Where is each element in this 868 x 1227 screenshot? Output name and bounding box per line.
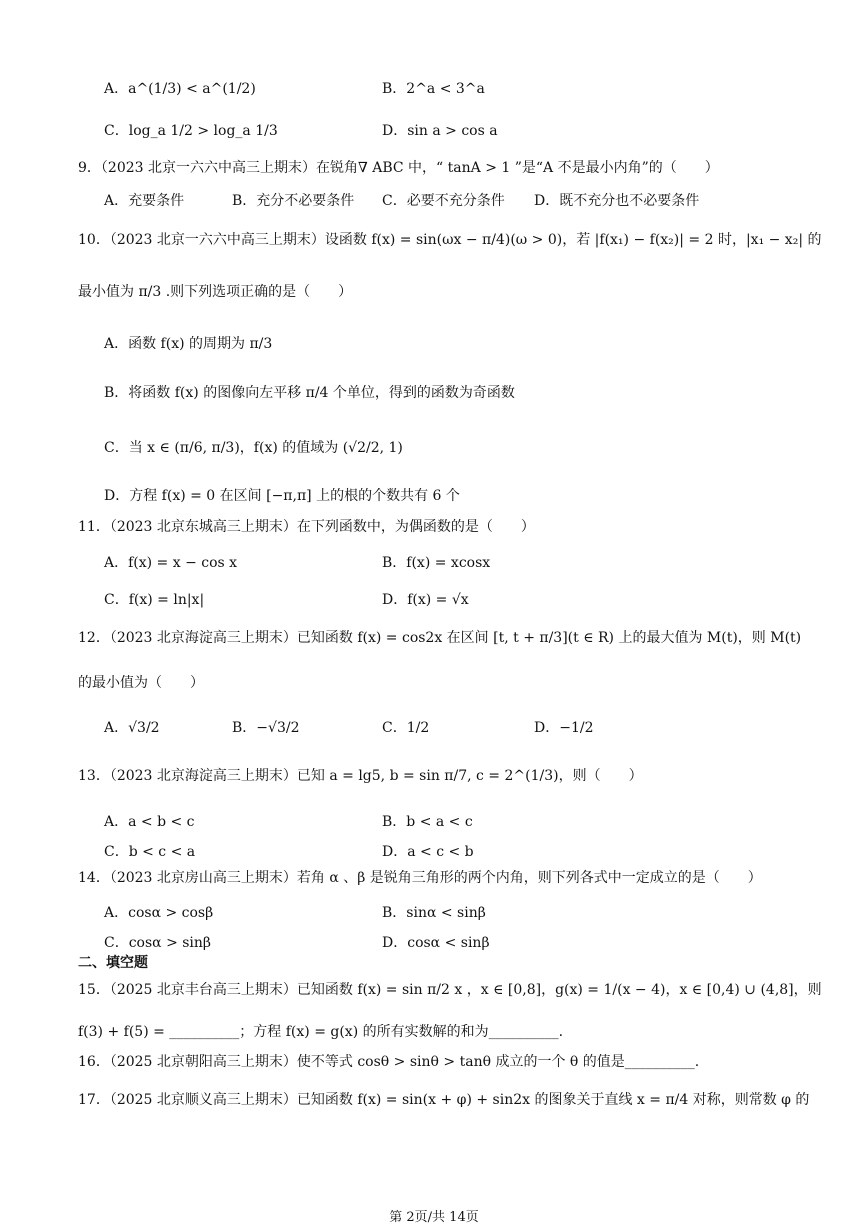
page-footer: 第 2页/共 14页	[389, 1210, 479, 1225]
q11-option-a: A．f(x) = x − cos x	[104, 555, 238, 571]
q13-option-d: D．a < c < b	[382, 844, 474, 860]
q10-stem-line1: 10．（2023 北京一六六中高三上期末）设函数 f(x) = sin(ωx − π/4)(ω > 0)，若 |f(x₁) − f(x₂)| = 2 时，|x₁ − x₂| 的	[78, 232, 822, 248]
q10-option-c: C．当 x ∈ (π/6, π/3)，f(x) 的值域为 (√2/2, 1)	[104, 440, 403, 456]
q9-option-d: D．既不充分也不必要条件	[534, 193, 700, 209]
q9-option-a: A．充要条件	[104, 193, 185, 209]
q11-stem: 11．（2023 北京东城高三上期末）在下列函数中，为偶函数的是（ ）	[78, 519, 535, 535]
q14-option-c: C．cosα > sinβ	[104, 935, 212, 951]
q12-stem-line1: 12．（2023 北京海淀高三上期末）已知函数 f(x) = cos2x 在区间 [t, t + π/3](t ∈ R) 上的最大值为 M(t)，则 M(t)	[78, 630, 802, 646]
q17-stem: 17．（2025 北京顺义高三上期末）已知函数 f(x) = sin(x + φ) + sin2x 的图象关于直线 x = π/4 对称，则常数 φ 的	[78, 1092, 810, 1108]
q11-option-b: B．f(x) = xcosx	[382, 555, 491, 571]
q16-stem: 16．（2025 北京朝阳高三上期末）使不等式 cosθ > sinθ > tanθ 成立的一个 θ 的值是__________.	[78, 1054, 700, 1070]
q8-option-b: B．2^a < 3^a	[382, 81, 485, 97]
q10-option-b: B．将函数 f(x) 的图像向左平移 π/4 个单位，得到的函数为奇函数	[104, 385, 515, 401]
section-heading-fill-in: 二、填空题	[78, 955, 148, 971]
q11-option-c: C．f(x) = ln|x|	[104, 592, 205, 608]
q14-option-d: D．cosα < sinβ	[382, 935, 490, 951]
q8-option-a: A．a^(1/3) < a^(1/2)	[104, 81, 256, 97]
q9-option-b: B．充分不必要条件	[232, 193, 355, 209]
q11-option-d: D．f(x) = √x	[382, 592, 469, 608]
q12-option-d: D．−1/2	[534, 720, 594, 736]
q14-stem: 14．（2023 北京房山高三上期末）若角 α 、β 是锐角三角形的两个内角，则下列各式中一定成立的是（ ）	[78, 870, 762, 886]
q13-option-a: A．a < b < c	[104, 814, 195, 830]
q12-option-b: B．−√3/2	[232, 720, 300, 736]
q10-option-d: D．方程 f(x) = 0 在区间 [−π,π] 上的根的个数共有 6 个	[104, 488, 460, 504]
q9-option-c: C．必要不充分条件	[382, 193, 505, 209]
q13-option-c: C．b < c < a	[104, 844, 196, 860]
q15-stem-line1: 15．（2025 北京丰台高三上期末）已知函数 f(x) = sin π/2 x ，x ∈ [0,8]，g(x) = 1/(x − 4)，x ∈ [0,4) ∪ (4,8]，则	[78, 982, 822, 998]
q10-stem-line2: 最小值为 π/3 .则下列选项正确的是（ ）	[78, 284, 353, 300]
q8-option-c: C．log_a 1/2 > log_a 1/3	[104, 123, 278, 139]
q10-option-a: A．函数 f(x) 的周期为 π/3	[104, 336, 273, 352]
q13-option-b: B．b < a < c	[382, 814, 473, 830]
q14-option-b: B．sinα < sinβ	[382, 905, 486, 921]
q12-option-c: C．1/2	[382, 720, 430, 736]
q13-stem: 13．（2023 北京海淀高三上期末）已知 a = lg5, b = sin π/7, c = 2^(1/3)，则（ ）	[78, 768, 643, 784]
q14-option-a: A．cosα > cosβ	[104, 905, 214, 921]
q12-option-a: A．√3/2	[104, 720, 160, 736]
q9-stem: 9．（2023 北京一六六中高三上期末）在锐角∇ ABC 中，“ tanA > 1 ”是“A 不是最小内角”的（ ）	[78, 160, 719, 176]
q15-stem-line2: f(3) + f(5) = __________；方程 f(x) = g(x) 的所有实数解的和为__________.	[78, 1024, 564, 1040]
q8-option-d: D．sin a > cos a	[382, 123, 498, 139]
q12-stem-line2: 的最小值为（ ）	[78, 675, 204, 691]
